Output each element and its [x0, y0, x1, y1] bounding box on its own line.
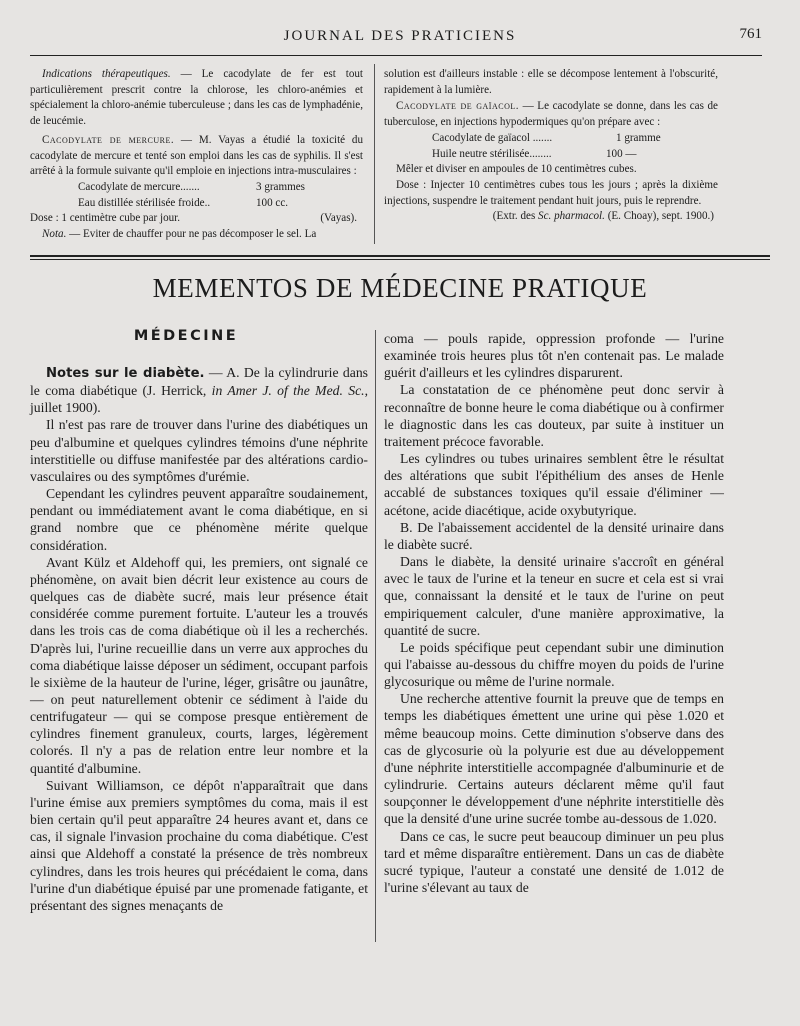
left-column: [30, 364, 368, 914]
top-right-column: [384, 67, 718, 225]
formula-quantity: 1 gramme: [616, 131, 661, 144]
dose-source: (Vayas).: [320, 212, 357, 225]
paragraph: Avant Külz et Aldehoff qui, les premiers, ont signalé ce phénomène, on avait bien décrit leur existence au cours de quelques cas de diabète sucré, mais leur présence était considérée comme purement fortuite. L'auteur les a trouvés dans les trois cas de coma diabétique où il les a recherchés. D'après lui, l'urine recueillie dans un verre aux approches du coma diabétique laisse déposer un sédiment, occupant parfois le sixième de la hauteur de l'urine, léger, grisâtre ou jaunâtre, — on peut naturellement obtenir ce sédiment à l'aide du centrifugateur — qui se compose presque entièrement de cylindres finement granuleux, courts, larges, légèrement colorés. Il n'y a pas de relation entre leur nombre et la quantité d'albumine.: [30, 554, 368, 776]
top-left-column: [30, 67, 363, 243]
section-rule-top: [30, 255, 770, 257]
formula-line: [30, 180, 363, 196]
dose-line: [30, 211, 363, 227]
formula-line: [384, 131, 718, 147]
formula-quantity: 100 —: [606, 147, 637, 160]
paragraph: [30, 227, 363, 243]
journal-name: in Amer J. of the Med. Sc.: [211, 383, 365, 399]
paragraph: La constatation de ce phénomène peut donc servir à reconnaître de bonne heure le coma diabétique ou à confirmer le diagnostic dans les cas douteux, par suite à instituer un traitement précoce favorable.: [384, 382, 724, 449]
formula-quantity: 100 cc.: [256, 196, 289, 209]
paragraph-label: Cacodylate de mercure.: [42, 133, 175, 146]
source-journal: Sc. pharmacol.: [538, 210, 605, 223]
formula-quantity: 3 grammes: [256, 180, 305, 193]
paragraph-text: — Eviter de chauffer pour ne pas décomposer le sel. La: [66, 228, 317, 241]
paragraph-label: Indications thérapeutiques.: [42, 68, 171, 80]
main-title: MEMENTOS DE MÉDECINE PRATIQUE: [152, 273, 648, 303]
paragraph: Dans ce cas, le sucre peut beaucoup diminuer un peu plus tard et même disparaître entièrement. Dans un cas de diabète sucré typique, l'auteur a constaté une densité de 1.012 de l'urine s'élevant au taux de: [384, 828, 724, 895]
paragraph-text: , juillet 1900).: [30, 383, 368, 416]
paragraph: Les cylindres ou tubes urinaires semblent être le résultat des altérations que subit l'épithélium des anses de Henle accablé de substances toxiques qu'il essaie d'éliminer — acétone, acide diacétique, acide oxybutyrique.: [384, 451, 724, 518]
section-rule-bottom: [30, 259, 770, 260]
page-number: 761: [739, 26, 762, 42]
paragraph: Dose : Injecter 10 centimètres cubes tous les jours ; après la dixième injections, suspendre le traitement pendant huit jours, puis le reprendre.: [384, 178, 718, 207]
paragraph: [384, 99, 718, 130]
formula-ingredient: Eau distillée stérilisée froide..: [78, 196, 211, 209]
source-citation: [384, 209, 714, 225]
paragraph: Mêler et diviser en ampoules de 10 centimètres cubes.: [396, 163, 637, 176]
paragraph: [30, 133, 363, 180]
article-heading: Notes sur le diabète.: [46, 366, 205, 381]
source-post: (E. Choay), sept. 1900.): [604, 210, 714, 223]
paragraph: Dans le diabète, la densité urinaire s'accroît en général avec le taux de l'urine et la teneur en sucre et cela est si vrai que, connaissant la densité et le taux de l'urine on peut empiriquement calculer, d'une manière approximative, la quantité de sucre.: [384, 554, 724, 638]
column-divider: [374, 64, 375, 244]
right-column: [384, 330, 724, 896]
paragraph: B. De l'abaissement accidentel de la densité urinaire dans le diabète sucré.: [384, 519, 724, 552]
paragraph: Une recherche attentive fournit la preuve que de temps en temps les diabétiques émettent une urine qui pèse 1.020 et même beaucoup moins. Cette diminution s'observe dans des cas de glycosurie où la polyurie est due au développement d'une néphrite interstitielle accompagnée d'albuminurie et de cylindrurie. Certains auteurs déclarent même qu'il faut soupçonner le développement d'une néphrite interstitielle dès que la densité d'une urine sucrée tombe au-dessous de 1.020.: [384, 691, 724, 827]
paragraph: Suivant Williamson, ce dépôt n'apparaîtrait que dans l'urine émise aux premiers symptômes du coma, mais il est bien certain qu'il peut apparaître 24 heures avant et, dans ce cas, il signale l'invasion prochaine du coma diabétique. C'est ainsi que Aldehoff a constaté la présence de très nombreux cylindres, dans les trois heures qui précédaient le coma, dans l'urine d'un diabétique épuisé par une promenade fatigante, et présentant des signes menaçants de: [30, 777, 368, 913]
formula-line: [384, 147, 718, 163]
paragraph-text: — Le cacodylate se donne, dans les cas de tuberculose, en injections hypodermiques qu'on prépare avec :: [384, 100, 718, 129]
paragraph: Le poids spécifique peut cependant subir une diminution qui l'abaisse au-dessous du chiffre moyen du poids de l'urine glycosurique ou même de l'urine normale.: [384, 639, 724, 690]
paragraph-text: — Le cacodylate de fer est tout particulièrement prescrit contre la chlorose, les chloro-anémies et spécialement la chloro-anémie tuberculeuse ; dans les cas de lymphadénie, de leucémie.: [30, 68, 364, 128]
dose-text: Dose : 1 centimètre cube par jour.: [30, 212, 181, 225]
paragraph: Il n'est pas rare de trouver dans l'urine des diabétiques un peu d'albumine et quelques cylindres témoins d'une néphrite interstitielle ou diffuse manifestée par des altérations cardio-vasculaires ou des symptômes d'urémie.: [30, 417, 368, 484]
formula-ingredient: Cacodylate de gaïacol .......: [432, 131, 553, 144]
paragraph: [30, 364, 368, 416]
paragraph: [30, 67, 363, 130]
formula-ingredient: Cacodylate de mercure.......: [78, 180, 200, 193]
running-title: JOURNAL DES PRATICIENS: [283, 28, 517, 44]
section-heading: MÉDECINE: [133, 328, 239, 344]
formula-line: [30, 196, 363, 212]
formula-ingredient: Huile neutre stérilisée........: [432, 147, 552, 160]
paragraph: coma — pouls rapide, oppression profonde — l'urine examinée trois heures plus tôt n'en contenait pas. Le malade guérit d'ailleurs et les cylindres disparurent.: [384, 331, 724, 381]
paragraph: Cependant les cylindres peuvent apparaître soudainement, pendant ou immédiatement avant le coma diabétique, en si grand nombre que ce phénomène mérite quelque considération.: [30, 486, 368, 553]
paragraph-label: Cacodylate de gaïacol.: [396, 100, 520, 113]
column-divider: [375, 330, 376, 942]
source-pre: (Extr. des: [492, 210, 539, 223]
paragraph-text: — M. Vayas a étudié la toxicité du cacodylate de mercure et tenté son emploi dans les cas de syphilis. Il s'est arrêté à la formule suivante qu'il emploie en injections intra-musculaires :: [30, 133, 363, 178]
paragraph: solution est d'ailleurs instable : elle se décompose lentement à l'obscurité, rapidement à la lumière.: [384, 68, 718, 96]
header-rule: [30, 55, 762, 56]
paragraph-label: Nota.: [42, 228, 67, 241]
paragraph-text: — A. De la cylindrurie dans le coma diabétique (J. Herrick,: [30, 365, 368, 399]
